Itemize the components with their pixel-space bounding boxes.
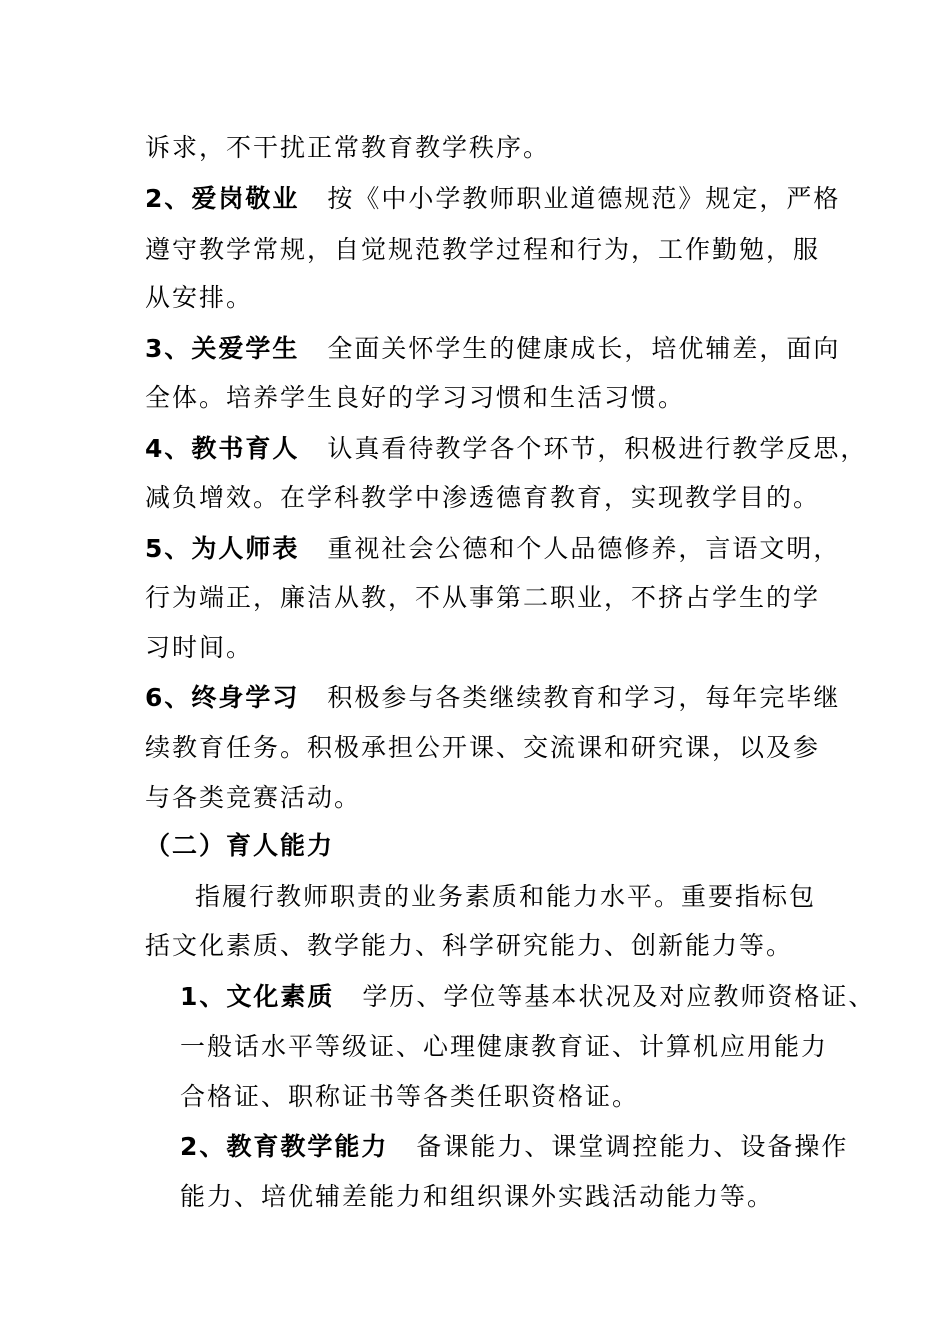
line-text: 括文化素质、教学能力、科学研究能力、创新能力等。 — [145, 931, 794, 960]
item-heading: 2、爱岗敬业 — [145, 184, 300, 213]
item-heading: 3、关爱学生 — [145, 334, 300, 363]
line-text: 能力、培优辅差能力和组织课外实践活动能力等。 — [180, 1182, 775, 1211]
line-text: 一般话水平等级证、心理健康教育证、计算机应用能力 — [180, 1032, 829, 1061]
line-text: 与各类竞赛活动。 — [145, 783, 362, 812]
line-text: 全体。培养学生良好的学习习惯和生活习惯。 — [145, 383, 686, 412]
paragraph-line — [145, 632, 253, 664]
line-text: 诉求，不干扰正常教育教学秩序。 — [145, 133, 551, 162]
line-text: 习时间。 — [145, 633, 254, 662]
line-text: 遵守教学常规，自觉规范教学过程和行为，工作勤勉，服 — [145, 235, 821, 264]
line-text: 合格证、职称证书等各类任职资格证。 — [180, 1082, 640, 1111]
paragraph-line — [145, 732, 820, 764]
item-heading-line — [180, 1131, 848, 1163]
item-heading-line — [145, 183, 840, 215]
paragraph-line — [180, 1081, 639, 1113]
line-text: 重视社会公德和个人品德修养，言语文明， — [327, 534, 841, 563]
line-text: 学历、学位等基本状况及对应教师资格证、 — [362, 982, 876, 1011]
section-heading: （二）育人能力 — [145, 831, 335, 860]
paragraph-line — [180, 1031, 828, 1063]
paragraph-line — [145, 582, 820, 614]
item-heading: 1、文化素质 — [180, 982, 335, 1011]
item-heading-line — [145, 333, 840, 365]
line-text: 指履行教师职责的业务素质和能力水平。重要指标包 — [195, 882, 817, 911]
line-text: 认真看待教学各个环节，积极进行教学反思， — [327, 434, 868, 463]
line-text: 按《中小学教师职业道德规范》规定，严格 — [327, 184, 841, 213]
line-text: 从安排。 — [145, 283, 254, 312]
item-heading: 5、为人师表 — [145, 534, 300, 563]
line-text: 全面关怀学生的健康成长，培优辅差，面向 — [327, 334, 841, 363]
paragraph-line — [145, 382, 685, 414]
item-heading-line — [145, 433, 867, 465]
item-heading: 6、终身学习 — [145, 683, 300, 712]
paragraph-line — [195, 881, 816, 913]
line-text: 减负增效。在学科教学中渗透德育教育，实现教学目的。 — [145, 483, 821, 512]
paragraph-line — [145, 930, 793, 962]
paragraph-line — [145, 782, 361, 814]
paragraph-line — [145, 132, 550, 164]
line-text: 积极参与各类继续教育和学习，每年完毕继 — [327, 683, 841, 712]
line-text: 备课能力、课堂调控能力、设备操作 — [416, 1132, 849, 1161]
section-heading-line — [145, 830, 334, 862]
paragraph-line — [145, 482, 820, 514]
item-heading-line — [180, 981, 875, 1013]
line-text: 行为端正，廉洁从教，不从事第二职业，不挤占学生的学 — [145, 583, 821, 612]
item-heading: 4、教书育人 — [145, 434, 300, 463]
paragraph-line — [145, 282, 253, 314]
paragraph-line — [180, 1181, 774, 1213]
item-heading-line — [145, 533, 840, 565]
item-heading-line — [145, 682, 840, 714]
item-heading: 2、教育教学能力 — [180, 1132, 389, 1161]
line-text: 续教育任务。积极承担公开课、交流课和研究课，以及参 — [145, 733, 821, 762]
paragraph-line — [145, 234, 820, 266]
